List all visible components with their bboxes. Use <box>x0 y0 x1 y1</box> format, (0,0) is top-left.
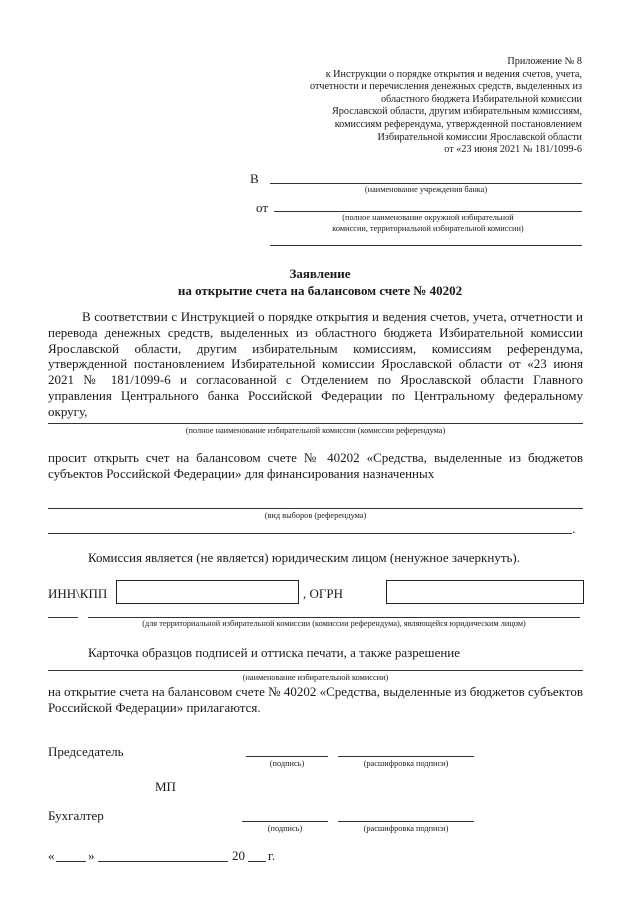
appendix-line: от «23 июня 2021 № 181/1099-6 <box>444 144 582 156</box>
election-type-line-2[interactable] <box>48 533 572 534</box>
appendix-line: Избирательной комиссии Ярославской области <box>377 131 582 143</box>
ogrn-input[interactable] <box>386 580 584 604</box>
stamp-label: МП <box>155 779 176 794</box>
date-close-quote: » <box>88 848 95 863</box>
legal-entity-line[interactable] <box>88 617 580 618</box>
chairman-label: Председатель <box>48 744 124 759</box>
from-label: от <box>256 200 269 215</box>
accountant-decoding-line[interactable] <box>338 821 474 822</box>
appendix-line: Приложение № 8 <box>507 56 582 67</box>
intro-paragraph: В соответствии с Инструкцией о порядке открытия и ведения счетов, учета, отчетности и перевода денежных средств, выделенных из областного бюджета Избирательной комиссии Ярославской области, другим избирательным комиссиям, комиссиям референдума, утвержденной постановлением Избирательной комиссии Ярославской области от «23 июня 2021 № 181/1099-6 и согласованной с Отделением по Ярославской области Главного управления Центрального банка Российской Федерации по Центральному федеральному округу, <box>48 309 583 419</box>
title-line-2: на открытие счета на балансовом счете № 40202 <box>177 283 463 298</box>
legal-entity-caption: (для территориальной избирательной комиссии (комиссии референдума), являющейся юридическим лицом) <box>142 619 526 628</box>
appendix-line: к Инструкции о порядке открытия и ведения счетов, учета, <box>325 68 582 80</box>
appendix-line: Ярославской области, другим избирательным комиссиям, <box>331 106 582 118</box>
request-paragraph: просит открыть счет на балансовом счете № 40202 «Средства, выделенные из бюджетов субъектов Российской Федерации» для финансирования назначенных <box>48 450 583 481</box>
document-title <box>0 265 640 299</box>
chairman-signature-caption: (подпись) <box>269 759 305 768</box>
commission-from-line[interactable] <box>274 211 582 212</box>
legal-line-dash <box>48 617 78 618</box>
commission-from-line-2[interactable] <box>270 245 582 246</box>
from-caption-1: (полное наименование окружной избирательной <box>342 213 514 222</box>
date-year-line[interactable] <box>248 861 266 862</box>
accountant-decoding-caption: (расшифровка подписи) <box>363 824 449 833</box>
election-type-caption: (вид выборов (референдума) <box>264 511 367 520</box>
title-line-1: Заявление <box>289 266 351 281</box>
inn-kpp-label: ИНН\КПП <box>48 586 108 601</box>
commission-name-caption-2: (наименование избирательной комиссии) <box>242 673 389 682</box>
date-year-suffix: г. <box>268 848 276 863</box>
commission-name-line-2[interactable] <box>48 670 583 671</box>
commission-name-caption: (полное наименование избирательной комиссии (комиссии референдума) <box>185 426 446 435</box>
chairman-signature-line[interactable] <box>246 756 328 757</box>
inn-kpp-input[interactable] <box>116 580 299 604</box>
signature-card-text: Карточка образцов подписей и оттиска печати, а также разрешение <box>88 645 461 660</box>
date-year-prefix: 20 <box>232 848 245 863</box>
chairman-decoding-caption: (расшифровка подписи) <box>363 759 449 768</box>
accountant-signature-caption: (подпись) <box>267 824 303 833</box>
bank-name-caption: (наименование учреждения банка) <box>364 185 488 194</box>
commission-name-line[interactable] <box>48 423 583 424</box>
line-end-dot: . <box>572 521 576 536</box>
election-type-line[interactable] <box>48 508 583 509</box>
chairman-decoding-line[interactable] <box>338 756 474 757</box>
appendix-line: комиссиям референдума, утвержденной постановлением <box>334 118 582 130</box>
from-caption-2: комиссии, территориальной избирательной комиссии) <box>332 224 524 233</box>
legal-status-text: Комиссия является (не является) юридическим лицом (ненужное зачеркнуть). <box>88 550 521 565</box>
appendix-header <box>282 56 582 157</box>
date-month-line[interactable] <box>98 861 228 862</box>
bank-name-line[interactable] <box>270 183 582 184</box>
ogrn-label: , ОГРН <box>303 586 344 601</box>
appendix-line: отчетности и перечисления денежных средств, выделенных из <box>309 81 582 93</box>
date-open-quote: « <box>48 848 55 863</box>
accountant-signature-line[interactable] <box>242 821 328 822</box>
attach-paragraph: на открытие счета на балансовом счете № 40202 «Средства, выделенные из бюджетов субъектов Российской Федерации» прилагаются. <box>48 684 583 715</box>
to-label: В <box>250 171 259 186</box>
appendix-line: областного бюджета Избирательной комиссии <box>380 93 582 105</box>
date-day-line[interactable] <box>56 861 86 862</box>
accountant-label: Бухгалтер <box>48 808 104 823</box>
